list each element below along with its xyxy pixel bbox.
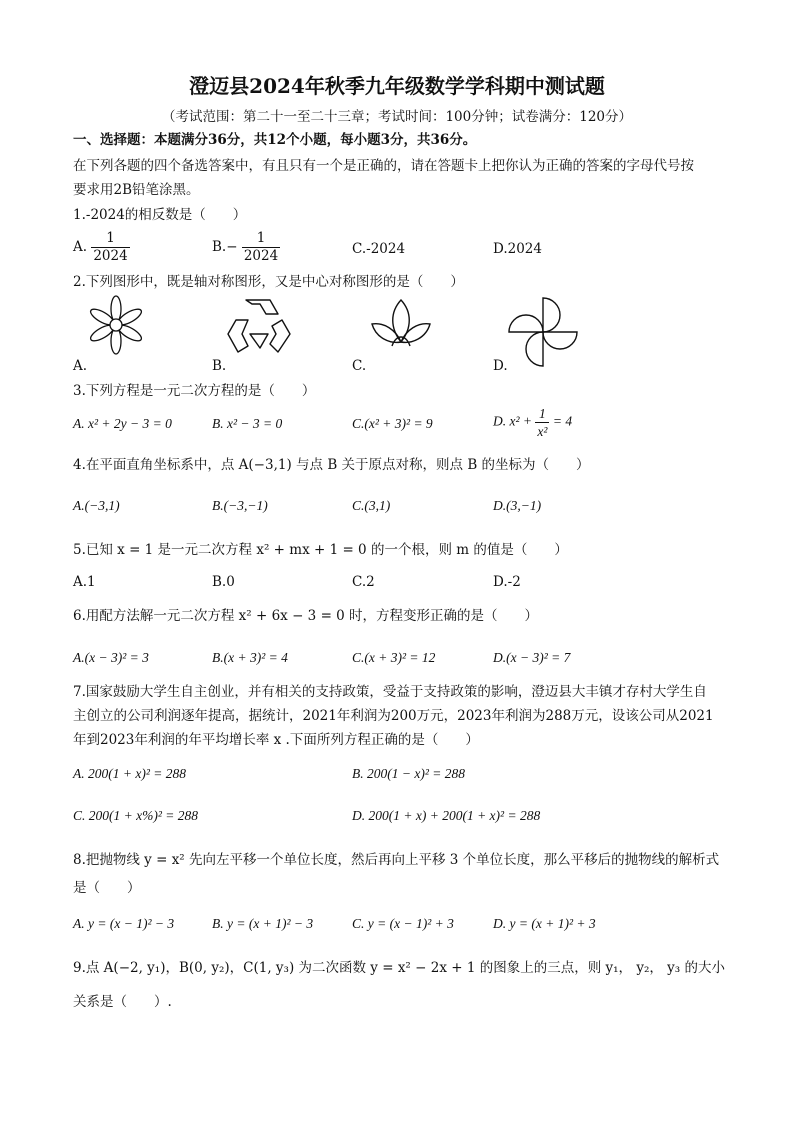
fraction: [242, 230, 280, 265]
option-label: B.−: [212, 239, 238, 255]
question-4-option-d: D.(3,−1): [493, 498, 542, 513]
question-3-option-a: A. x² + 2y − 3 = 0: [73, 416, 172, 431]
question-4-stem: 4.在平面直角坐标系中，点 A(−3,1) 与点 B 关于原点对称，则点 B 的坐标为（ ）: [73, 457, 590, 473]
fraction-numerator: 1: [242, 230, 280, 248]
question-3-stem: 3.下列方程是一元二次方程的是（ ）: [73, 383, 316, 399]
question-8-line-2: 是（ ）: [73, 880, 141, 896]
question-3-option-b: B. x² − 3 = 0: [212, 416, 283, 431]
exam-title: 澄迈县2024年秋季九年级数学学科期中测试题: [189, 74, 605, 98]
option-prefix: D. x² +: [493, 413, 533, 429]
question-9-line-1: 9.点 A(−2, y₁)，B(0, y₂)，C(1, y₃) 为二次函数 y = x² − 2x + 1 的图象上的三点，则 y₁， y₂， y₃ 的大小: [73, 960, 725, 976]
figure-b-label: B.: [212, 358, 227, 374]
instruction-line-2: 要求用2B铅笔涂黑。: [73, 182, 200, 198]
question-2-stem: 2.下列图形中，既是轴对称图形，又是中心对称图形的是（ ）: [73, 274, 464, 290]
question-1-option-d: D.2024: [493, 241, 542, 257]
question-6-option-d: D.(x − 3)² = 7: [493, 650, 571, 665]
option-label: A.: [73, 239, 88, 255]
six-petal-flower-figure: [85, 294, 147, 356]
question-9-line-2: 关系是（ ）.: [73, 994, 172, 1010]
fraction-denominator: 2024: [243, 248, 279, 264]
question-3-option-c: C.(x² + 3)² = 9: [352, 416, 433, 431]
question-5-option-d: D.-2: [493, 574, 521, 590]
figure-c-label: C.: [352, 358, 367, 374]
question-7-line-2: 主创立的公司利润逐年提高，据统计，2021年利润为200万元，2023年利润为288万元，设该公司从2021: [73, 708, 714, 724]
pinwheel-figure: [505, 294, 581, 370]
question-6-option-a: A.(x − 3)² = 3: [73, 650, 149, 665]
fraction-denominator: x²: [537, 424, 548, 439]
question-5-option-a: A.1: [73, 574, 96, 590]
question-1-option-a: [73, 230, 130, 265]
question-8-option-b: B. y = (x + 1)² − 3: [212, 916, 314, 931]
figure-d-label: D.: [493, 358, 508, 374]
option-suffix: = 4: [552, 413, 573, 429]
fraction-numerator: 1: [535, 405, 549, 423]
question-5-option-c: C.2: [352, 574, 375, 590]
question-1-option-b: [212, 230, 280, 265]
recycle-triangle-figure: [226, 294, 292, 356]
question-8-line-1: 8.把抛物线 y = x² 先向左平移一个单位长度，然后再向上平移 3 个单位长度，那么平移后的抛物线的解析式: [73, 852, 720, 868]
instruction-line-1: 在下列各题的四个备选答案中，有且只有一个是正确的，请在答题卡上把你认为正确的答案的字母代号按: [73, 158, 694, 174]
fraction: [535, 405, 549, 440]
lotus-figure: [368, 294, 434, 356]
question-7-option-c: C. 200(1 + x%)² = 288: [73, 808, 199, 823]
exam-subtitle: （考试范围：第二十一至二十三章；考试时间：100分钟；试卷满分：120分）: [161, 109, 633, 125]
fraction-denominator: 2024: [93, 248, 128, 264]
question-8-option-d: D. y = (x + 1)² + 3: [493, 916, 596, 931]
question-4-option-a: A.(−3,1): [73, 498, 120, 513]
question-8-option-a: A. y = (x − 1)² − 3: [73, 916, 175, 931]
question-7-line-1: 7.国家鼓励大学生自主创业，并有相关的支持政策，受益于支持政策的影响，澄迈县大丰镇才存村大学生自: [73, 684, 707, 700]
question-3-option-d: [493, 405, 572, 440]
figure-a-label: A.: [73, 358, 88, 374]
question-7-option-b: B. 200(1 − x)² = 288: [352, 766, 465, 781]
question-4-option-b: B.(−3,−1): [212, 498, 268, 513]
section-heading: 一、选择题：本题满分36分，共12个小题，每小题3分，共36分。: [73, 132, 477, 148]
question-7-line-3: 年到2023年利润的年平均增长率 x .下面所列方程正确的是（ ）: [73, 732, 479, 748]
question-7-option-a: A. 200(1 + x)² = 288: [73, 766, 186, 781]
question-6-stem: 6.用配方法解一元二次方程 x² + 6x − 3 = 0 时，方程变形正确的是（ ）: [73, 608, 539, 624]
question-6-option-b: B.(x + 3)² = 4: [212, 650, 288, 665]
fraction-numerator: 1: [91, 230, 129, 248]
question-1-option-c: C.-2024: [352, 241, 406, 257]
question-1-stem: 1.-2024的相反数是（ ）: [73, 207, 247, 223]
question-6-option-c: C.(x + 3)² = 12: [352, 650, 436, 665]
fraction: [91, 230, 129, 265]
question-8-option-c: C. y = (x − 1)² + 3: [352, 916, 454, 931]
question-5-stem: 5.已知 x = 1 是一元二次方程 x² + mx + 1 = 0 的一个根，则 m 的值是（ ）: [73, 542, 568, 558]
question-7-option-d: D. 200(1 + x) + 200(1 + x)² = 288: [352, 808, 541, 823]
question-4-option-c: C.(3,1): [352, 498, 391, 513]
question-5-option-b: B.0: [212, 574, 235, 590]
